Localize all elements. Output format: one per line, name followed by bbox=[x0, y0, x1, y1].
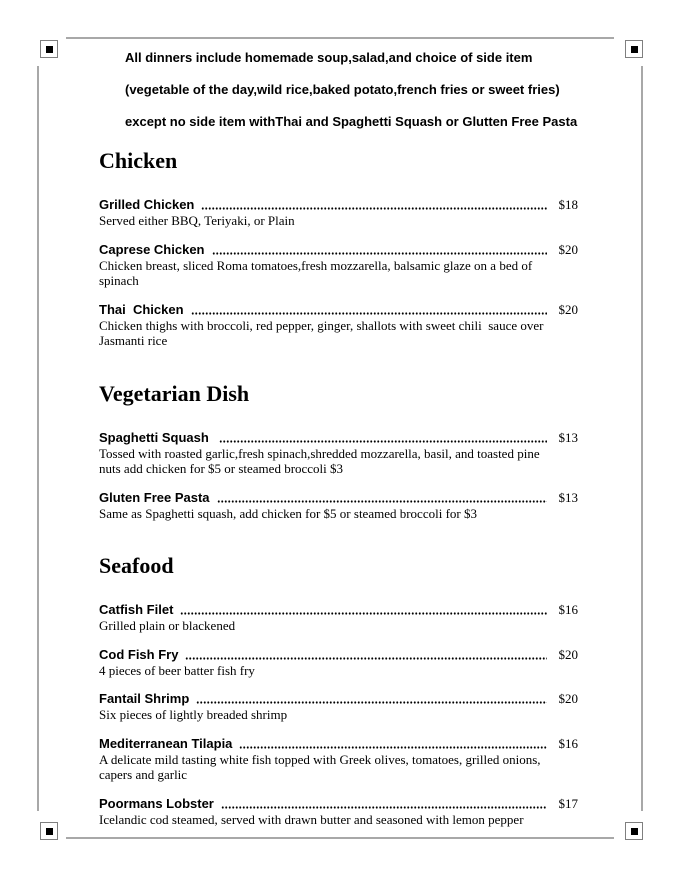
menu-item-description: 4 pieces of beer batter fish fry bbox=[99, 662, 255, 678]
menu-item bbox=[99, 490, 578, 522]
dotted-leader bbox=[219, 440, 547, 443]
registration-mark-top-right bbox=[625, 40, 643, 58]
menu-content bbox=[99, 50, 578, 827]
menu-item-line bbox=[99, 647, 578, 663]
menu-item-line bbox=[99, 242, 578, 258]
section-title: Seafood bbox=[99, 553, 174, 578]
menu-item-price: $16 bbox=[558, 602, 578, 617]
menu-item-name: Caprese Chicken bbox=[99, 241, 205, 257]
menu-item bbox=[99, 796, 578, 828]
menu-item bbox=[99, 602, 578, 634]
menu-item bbox=[99, 242, 578, 289]
menu-item-description: Chicken breast, sliced Roma tomatoes,fresh mozzarella, balsamic glaze on a bed of spinach bbox=[99, 257, 536, 288]
crop-line-top bbox=[66, 37, 614, 39]
dotted-leader bbox=[191, 312, 547, 315]
menu-item bbox=[99, 302, 578, 349]
header-note-line-3: except no side item withThai and Spaghetti Squash or Glutten Free Pasta bbox=[125, 114, 578, 129]
menu-item-name: Cod Fish Fry bbox=[99, 646, 179, 662]
dotted-leader bbox=[221, 806, 547, 809]
menu-item-price: $20 bbox=[558, 301, 578, 317]
registration-square-icon bbox=[46, 828, 53, 835]
menu-item-description: Grilled plain or blackened bbox=[99, 618, 236, 633]
menu-item-description: Tossed with roasted garlic,fresh spinach,shredded mozzarella, basil, and toasted pine nuts add chicken for $5 or steamed broccoli $3 bbox=[99, 445, 543, 476]
crop-line-bottom bbox=[66, 837, 614, 839]
menu-item-price: $20 bbox=[558, 646, 578, 662]
registration-square-icon bbox=[631, 46, 638, 53]
crop-line-right bbox=[641, 66, 643, 811]
menu-item-description: Icelandic cod steamed, served with drawn butter and seasoned with lemon pepper bbox=[99, 811, 524, 827]
section-title: Vegetarian Dish bbox=[99, 380, 250, 406]
menu-item-name: Spaghetti Squash bbox=[99, 429, 213, 445]
menu-item-description: Six pieces of lightly breaded shrimp bbox=[99, 707, 288, 722]
menu-item-line bbox=[99, 490, 578, 506]
menu-item-price: $13 bbox=[558, 429, 578, 445]
registration-mark-bottom-left bbox=[40, 822, 58, 840]
menu-item-line bbox=[99, 602, 578, 618]
dotted-leader bbox=[196, 701, 547, 704]
menu-item-line bbox=[99, 197, 578, 213]
menu-item-line bbox=[99, 302, 578, 318]
menu-item-description: Chicken thighs with broccoli, red pepper, ginger, shallots with sweet chili sauce over Jasmanti rice bbox=[99, 317, 547, 348]
menu-item bbox=[99, 691, 578, 723]
menu-item-description: Same as Spaghetti squash, add chicken for $5 or steamed broccoli for $3 bbox=[99, 505, 477, 521]
dotted-leader bbox=[217, 500, 547, 503]
registration-square-icon bbox=[46, 46, 53, 53]
dotted-leader bbox=[239, 746, 547, 749]
menu-item-name: Catfish Filet bbox=[99, 602, 174, 617]
menu-item-price: $18 bbox=[558, 197, 578, 212]
menu-item-line bbox=[99, 796, 578, 812]
menu-item-description: A delicate mild tasting white fish topped with Greek olives, tomatoes, grilled onions, capers and garlic bbox=[99, 751, 544, 782]
menu-item-name: Poormans Lobster bbox=[99, 795, 214, 811]
menu-item-name: Mediterranean Tilapia bbox=[99, 735, 233, 751]
menu-item-line bbox=[99, 691, 578, 707]
menu-item-name: Grilled Chicken bbox=[99, 197, 195, 212]
dotted-leader bbox=[212, 252, 548, 255]
section-chicken bbox=[99, 148, 578, 349]
crop-line-left bbox=[37, 66, 39, 811]
menu-item bbox=[99, 430, 578, 477]
dotted-leader bbox=[201, 207, 547, 210]
menu-item-price: $20 bbox=[558, 691, 578, 706]
menu-item-line bbox=[99, 736, 578, 752]
section-seafood bbox=[99, 553, 578, 827]
menu-item-line bbox=[99, 430, 578, 446]
menu-item-price: $16 bbox=[558, 735, 578, 751]
menu-item bbox=[99, 647, 578, 679]
menu-item-price: $13 bbox=[558, 489, 578, 505]
menu-item-name: Thai Chicken bbox=[99, 301, 184, 317]
menu-item-price: $17 bbox=[558, 795, 578, 811]
menu-item-name: Fantail Shrimp bbox=[99, 691, 190, 706]
section-vegetarian-dish bbox=[99, 381, 578, 522]
header-note bbox=[125, 50, 578, 130]
registration-square-icon bbox=[631, 828, 638, 835]
menu-item bbox=[99, 736, 578, 783]
menu-item-description: Served either BBQ, Teriyaki, or Plain bbox=[99, 213, 295, 228]
section-title: Chicken bbox=[99, 148, 178, 173]
dotted-leader bbox=[185, 657, 547, 660]
dotted-leader bbox=[180, 612, 547, 615]
registration-mark-bottom-right bbox=[625, 822, 643, 840]
menu-item bbox=[99, 197, 578, 229]
menu-item-name: Gluten Free Pasta bbox=[99, 489, 210, 505]
header-note-line-2: (vegetable of the day,wild rice,baked potato,french fries or sweet fries) bbox=[125, 82, 560, 97]
registration-mark-top-left bbox=[40, 40, 58, 58]
header-note-line-1: All dinners include homemade soup,salad,and choice of side item bbox=[125, 50, 533, 65]
menu-item-price: $20 bbox=[558, 241, 578, 257]
